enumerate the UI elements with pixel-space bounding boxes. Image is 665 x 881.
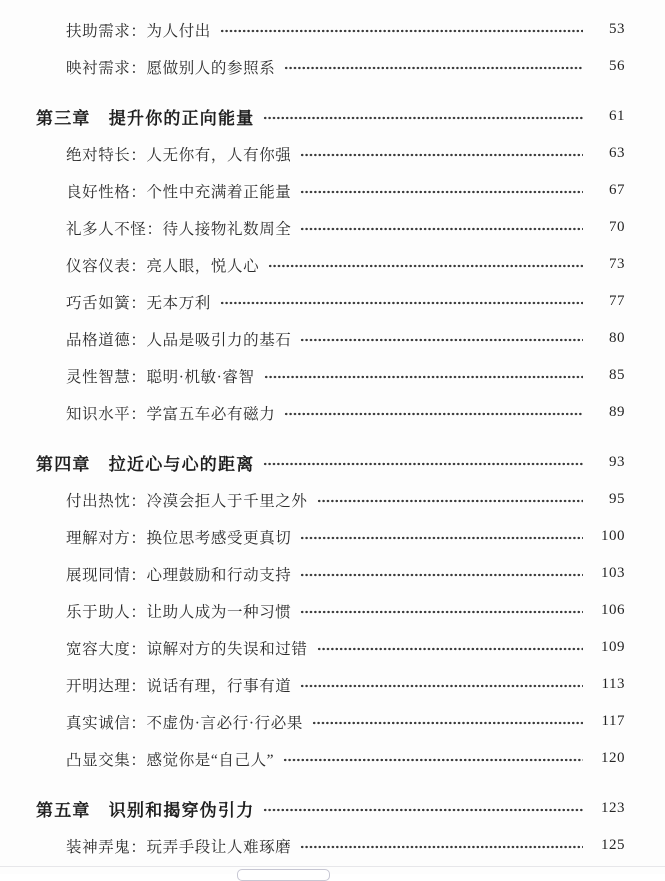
toc-page-number: 123 <box>601 800 625 816</box>
toc-entry-row <box>36 11 625 48</box>
toc-entry-row <box>36 703 625 740</box>
toc-entry-label: 绝对特长：人无你有，人有你强 <box>66 146 292 164</box>
toc-entry-row <box>36 666 625 703</box>
dot-leader <box>312 721 583 725</box>
toc-page-number: 53 <box>609 21 625 37</box>
dot-leader <box>300 573 583 577</box>
toc-chapter-label: 第四章 拉近心与心的距离 <box>36 455 255 474</box>
toc-page-number: 61 <box>609 108 625 124</box>
toc-entry-row <box>36 740 625 777</box>
toc-entry-row <box>36 246 625 283</box>
dot-leader <box>300 536 583 540</box>
toc-entry-label: 付出热忱：冷漠会拒人于千里之外 <box>66 492 308 510</box>
dot-leader <box>284 66 583 70</box>
dot-leader <box>300 684 583 688</box>
dot-leader <box>284 412 583 416</box>
toc-page-number: 95 <box>609 491 625 507</box>
dot-leader <box>263 808 583 812</box>
toc-entry-label: 礼多人不怪：待人接物礼数周全 <box>66 220 292 238</box>
toc-entry-row <box>36 172 625 209</box>
toc-page-number: 100 <box>601 528 625 544</box>
toc-chapter-label: 第五章 识别和揭穿伪引力 <box>36 801 255 820</box>
toc-entry-row <box>36 48 625 85</box>
toc-entry-label: 装神弄鬼：玩弄手段让人难琢磨 <box>66 838 292 856</box>
toc-entry-label: 灵性智慧：聪明·机敏·睿智 <box>66 368 255 386</box>
dot-leader <box>300 227 583 231</box>
toc-page-number: 120 <box>601 750 625 766</box>
toc-entry-label: 乐于助人：让助人成为一种习惯 <box>66 603 292 621</box>
toc-chapter-row <box>36 444 625 481</box>
toc-entry-label: 宽容大度：谅解对方的失误和过错 <box>66 640 308 658</box>
toc-entry-label: 映衬需求：愿做别人的参照系 <box>66 59 276 77</box>
toc-page-number: 85 <box>609 367 625 383</box>
toc-entry-label: 开明达理：说话有理，行事有道 <box>66 677 292 695</box>
toc-entry-label: 理解对方：换位思考感受更真切 <box>66 529 292 547</box>
toc-entry-label: 品格道德：人品是吸引力的基石 <box>66 331 292 349</box>
dot-leader <box>268 264 583 268</box>
dot-leader <box>264 375 583 379</box>
toc-entry-row <box>36 555 625 592</box>
footer-divider <box>0 866 665 867</box>
toc-page-number: 117 <box>601 713 625 729</box>
toc-entry-row <box>36 629 625 666</box>
toc-entry-row <box>36 481 625 518</box>
toc-page-number: 125 <box>601 837 625 853</box>
toc-entry-label: 凸显交集：感觉你是“自己人” <box>66 751 275 769</box>
dot-leader <box>300 153 583 157</box>
toc-entry-row <box>36 357 625 394</box>
toc-entry-label: 扶助需求：为人付出 <box>66 22 211 40</box>
toc-entry-row <box>36 283 625 320</box>
toc-chapter-label: 第三章 提升你的正向能量 <box>36 109 255 128</box>
toc-page-number: 77 <box>609 293 625 309</box>
toc-list <box>0 11 665 864</box>
toc-page-number: 80 <box>609 330 625 346</box>
toc-page-number: 106 <box>601 602 625 618</box>
footer-button-partial[interactable] <box>237 869 330 881</box>
dot-leader <box>220 29 583 33</box>
toc-entry-row <box>36 827 625 864</box>
toc-page-number: 103 <box>601 565 625 581</box>
toc-entry-label: 仪容仪表：亮人眼，悦人心 <box>66 257 260 275</box>
toc-chapter-row <box>36 790 625 827</box>
toc-entry-label: 知识水平：学富五车必有磁力 <box>66 405 276 423</box>
toc-page-number: 56 <box>609 58 625 74</box>
toc-page-number: 70 <box>609 219 625 235</box>
toc-page-number: 73 <box>609 256 625 272</box>
toc-page-number: 113 <box>601 676 625 692</box>
dot-leader <box>220 301 583 305</box>
dot-leader <box>300 845 583 849</box>
toc-entry-row <box>36 209 625 246</box>
toc-page-number: 63 <box>609 145 625 161</box>
toc-page-number: 93 <box>609 454 625 470</box>
toc-entry-label: 真实诚信：不虚伪·言必行·行必果 <box>66 714 303 732</box>
toc-chapter-row <box>36 98 625 135</box>
toc-entry-label: 展现同情：心理鼓励和行动支持 <box>66 566 292 584</box>
toc-entry-label: 良好性格：个性中充满着正能量 <box>66 183 292 201</box>
toc-entry-row <box>36 320 625 357</box>
toc-entry-label: 巧舌如簧：无本万利 <box>66 294 211 312</box>
dot-leader <box>317 647 583 651</box>
dot-leader <box>300 190 583 194</box>
toc-entry-row <box>36 592 625 629</box>
toc-entry-row <box>36 394 625 431</box>
toc-entry-row <box>36 518 625 555</box>
dot-leader <box>263 462 583 466</box>
toc-entry-row <box>36 135 625 172</box>
dot-leader <box>283 758 583 762</box>
dot-leader <box>263 116 583 120</box>
dot-leader <box>317 499 583 503</box>
dot-leader <box>300 338 583 342</box>
toc-page-number: 89 <box>609 404 625 420</box>
dot-leader <box>300 610 583 614</box>
toc-page-number: 109 <box>601 639 625 655</box>
toc-page-number: 67 <box>609 182 625 198</box>
